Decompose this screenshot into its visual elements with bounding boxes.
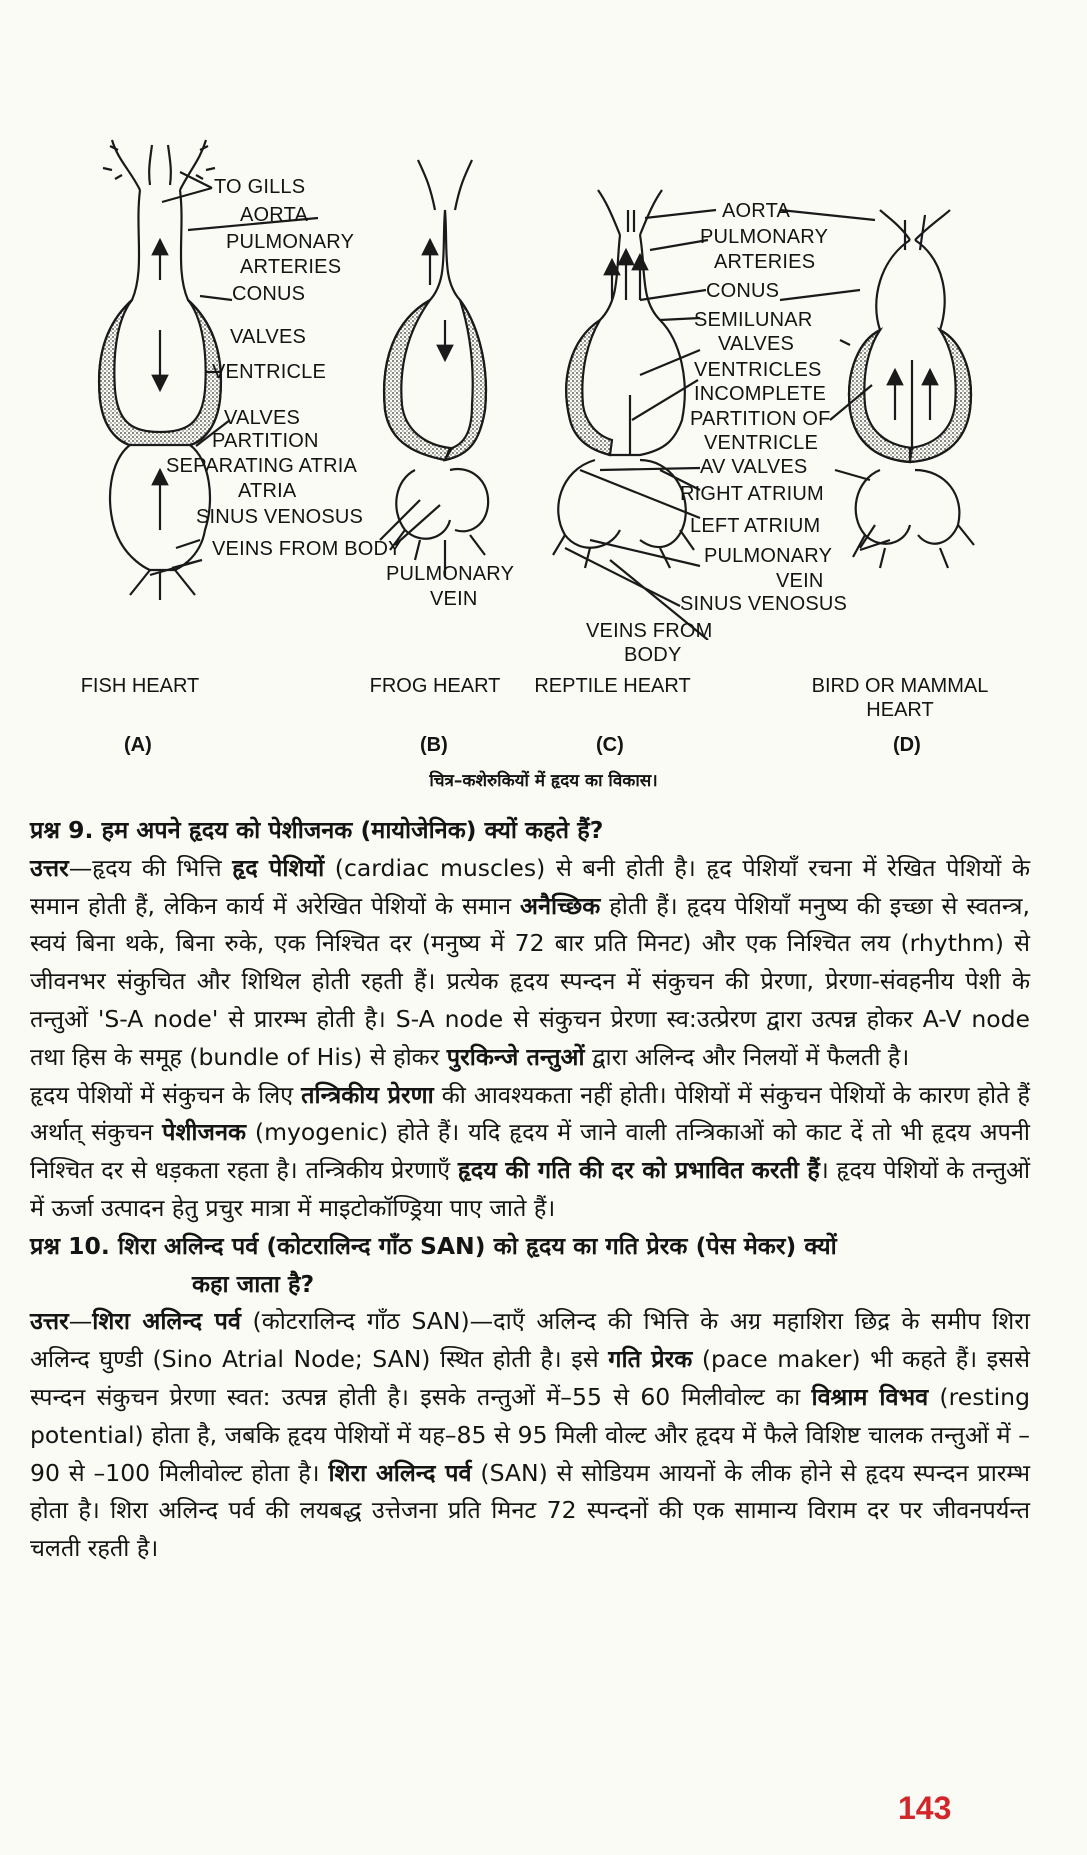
figure-caption: चित्र–कशेरुकियों में हृदय का विकास।: [429, 771, 658, 791]
label-ventricle: VENTRICLE: [704, 432, 819, 454]
answer-10-text-4: (pace maker) भी कहते हैं। इससे स्पन्दन संकुचन प्रेरणा स्वत: उत्पन्न होती है। इसके तन्तुओं में–55 से 60 मिलीवोल्ट का: [30, 1345, 1030, 1411]
label-reptile-conus: CONUS: [706, 280, 780, 302]
label-incomplete: INCOMPLETE: [694, 383, 827, 405]
caption-fish-heart: FISH HEART: [80, 675, 200, 697]
body-text: [30, 812, 1030, 1568]
answer-9-p2-bold-3: पेशीजनक: [162, 1118, 247, 1147]
question-10-line2: कहा जाता है?: [192, 1269, 315, 1298]
answer-10-text-6: (resting potential) होता है, जबकि हृदय पेशियों में यह–85 से 95 मिली वोल्ट और हृदय में फैले विशिष्ट चालक तन्तुओं में –90 से –100 मिलीवोल्ट होता है।: [30, 1382, 1030, 1487]
label-reptile-vein: VEIN: [776, 570, 824, 592]
question-9: [30, 812, 1030, 850]
heart-evolution-figure: [0, 0, 1087, 780]
label-fish-ventricle: VENTRICLE: [212, 361, 327, 383]
label-reptile-arteries: ARTERIES: [714, 251, 816, 273]
label-frog-vein: VEIN: [430, 588, 478, 610]
label-fish-sinus-venosus: SINUS VENOSUS: [196, 506, 364, 528]
label-reptile-sinus-venosus: SINUS VENOSUS: [680, 593, 848, 615]
label-fish-partition: PARTITION: [212, 430, 319, 452]
label-av-valves: AV VALVES: [700, 456, 808, 478]
label-left-atrium: LEFT ATRIUM: [690, 515, 821, 537]
answer-9-p1-bold-3: अनैच्छिक: [520, 891, 601, 920]
label-to-gills: TO GILLS: [214, 176, 306, 198]
label-frog-pulmonary: PULMONARY: [386, 563, 515, 585]
question-10-text-line1: शिरा अलिन्द पर्व (कोटरालिन्द गाँठ SAN) को हृदय का गति प्रेरक (पेस मेकर) क्यों: [118, 1231, 837, 1260]
letter-a: (A): [124, 734, 152, 756]
answer-10-bold-1: शिरा अलिन्द पर्व: [92, 1307, 241, 1336]
letter-c: (C): [596, 734, 624, 756]
label-fish-pulmonary: PULMONARY: [226, 231, 355, 253]
answer-10-text-0: —: [68, 1307, 93, 1336]
label-semilunar-valves: VALVES: [718, 333, 795, 355]
answer-9-p2-text-4: (myogenic) होते हैं। यदि हृदय में जाने वाली तन्त्रिकाओं को काट दें तो भी हृदय अपनी निश्चित दर से धड़कता रहता है। तन्त्रिकीय प्रेरणाएँ: [30, 1118, 1030, 1185]
answer-9-p1-bold-1: हृद पेशियों: [232, 853, 325, 882]
heart-diagrams-drawing: [0, 0, 1087, 640]
answer-10-text-8: (SAN) से सोडियम आयनों के लीक होने से हृदय स्पन्दन प्रारम्भ होता है। शिरा अलिन्द पर्व की लयबद्ध उत्तेजना प्रति मिनट 72 स्पन्दनों की एक सामान्य विराम दर पर जीवनपर्यन्त चलती रहती है।: [30, 1458, 1030, 1563]
caption-bird-heart: BIRD OR MAMMAL HEART: [811, 675, 989, 721]
answer-10-bold-5: विश्राम विभव: [811, 1382, 929, 1411]
answer-9-p1-text-6: द्वारा अलिन्द और निलयों में फैलती है।: [584, 1042, 910, 1071]
question-9-text: हम अपने हृदय को पेशीजनक (मायोजेनिक) क्यों कहते हैं?: [101, 816, 604, 844]
label-veins-from-body: VEINS FROM BODY: [212, 538, 402, 560]
label-fish-arteries: ARTERIES: [240, 256, 342, 278]
label-ventricles: VENTRICLES: [694, 359, 822, 381]
question-10-label: प्रश्न 10.: [30, 1231, 110, 1260]
answer-9-p1-bold-5: पुरकिन्जे तन्तुओं: [446, 1042, 585, 1071]
answer-9-label: उत्तर: [30, 853, 69, 882]
label-fish-aorta: AORTA: [240, 204, 309, 226]
caption-reptile-heart: REPTILE HEART: [534, 675, 691, 697]
answer-9-paragraph-1: [30, 850, 1030, 1077]
frog-heart-drawing: [380, 160, 488, 577]
caption-frog-heart: FROG HEART: [369, 675, 501, 697]
letter-d: (D): [893, 734, 921, 756]
answer-10-bold-7: शिरा अलिन्द पर्व: [328, 1458, 472, 1487]
question-10: [30, 1228, 1030, 1266]
letter-b: (B): [420, 734, 448, 756]
answer-10-paragraph: [30, 1303, 1030, 1568]
label-separating-atria: SEPARATING ATRIA: [166, 455, 358, 477]
answer-10-label: उत्तर: [30, 1307, 69, 1336]
label-partition-of: PARTITION OF: [690, 408, 831, 430]
answer-9-p2-text-2: की आवश्यकता नहीं होती। पेशियों में संकुचन पेशियों के कारण होते हैं अर्थात् संकुचन: [30, 1080, 1030, 1147]
label-fish-valves-2: VALVES: [224, 407, 301, 429]
answer-10-bold-3: गति प्रेरक: [608, 1345, 693, 1374]
answer-9-p2-bold-1: तन्त्रिकीय प्रेरणा: [301, 1080, 434, 1109]
label-fish-valves: VALVES: [230, 326, 307, 348]
label-semilunar: SEMILUNAR: [694, 309, 813, 331]
label-fish-atria: ATRIA: [238, 480, 297, 502]
answer-9-p2-text-6: । हृदय पेशियों के तन्तुओं में ऊर्जा उत्पादन हेतु प्रचुर मात्रा में माइटोकॉण्ड्रिया पाए जाते हैं।: [30, 1156, 1031, 1222]
page-number: 143: [898, 1790, 952, 1826]
label-fish-conus: CONUS: [232, 283, 306, 305]
answer-9-p2-text-0: हृदय पेशियों में संकुचन के लिए: [30, 1080, 302, 1109]
label-right-atrium: RIGHT ATRIUM: [680, 483, 824, 505]
answer-9-p1-text-2: (cardiac muscles) से बनी होती है। हृद पेशियाँ रचना में रेखित पेशियों के समान होती हैं, लेकिन कार्य में अरेखित पेशियों के समान: [30, 853, 1030, 920]
answer-9-p1-text-0: —हृदय की भित्ति: [68, 853, 233, 882]
label-reptile-veins-from: VEINS FROM: [586, 620, 713, 642]
label-reptile-pulmonary: PULMONARY: [700, 226, 829, 248]
label-reptile-aorta: AORTA: [722, 200, 791, 222]
label-reptile-body: BODY: [624, 644, 682, 666]
answer-9-p1-text-4: होती हैं। हृदय पेशियाँ मनुष्य की इच्छा से स्वतन्त्र, स्वयं बिना थके, बिना रुके, एक निश्चित दर (मनुष्य में 72 बार प्रति मिनट) और एक निश्चित लय (rhythm) से जीवनभर संकुचित और शिथिल होती रहती हैं। प्रत्येक हृदय स्पन्दन में संकुचन की प्रेरणा, प्रेरणा-संवहनीय पेशी के तन्तुओं 'S-A node' से प्रारम्भ होती है। S-A node से संकुचन प्रेरणा स्व:उत्प्रेरण द्वारा उत्पन्न होकर A-V node तथा हिस के समूह (bundle of His) से होकर: [30, 891, 1030, 1071]
label-reptile-pulmonary-vein: PULMONARY: [704, 545, 833, 567]
answer-9-paragraph-2: [30, 1077, 1030, 1228]
answer-10-text-2: (कोटरालिन्द गाँठ SAN)—दाएँ अलिन्द की भित्ति के अग्र महाशिरा छिद्र के समीप शिरा अलिन्द घुण्डी (Sino Atrial Node; SAN) स्थित होती है। इसे: [30, 1307, 1030, 1374]
answer-9-p2-bold-5: हृदय की गति की दर को प्रभावित करती हैं: [457, 1156, 820, 1185]
question-9-label: प्रश्न 9.: [30, 816, 94, 844]
